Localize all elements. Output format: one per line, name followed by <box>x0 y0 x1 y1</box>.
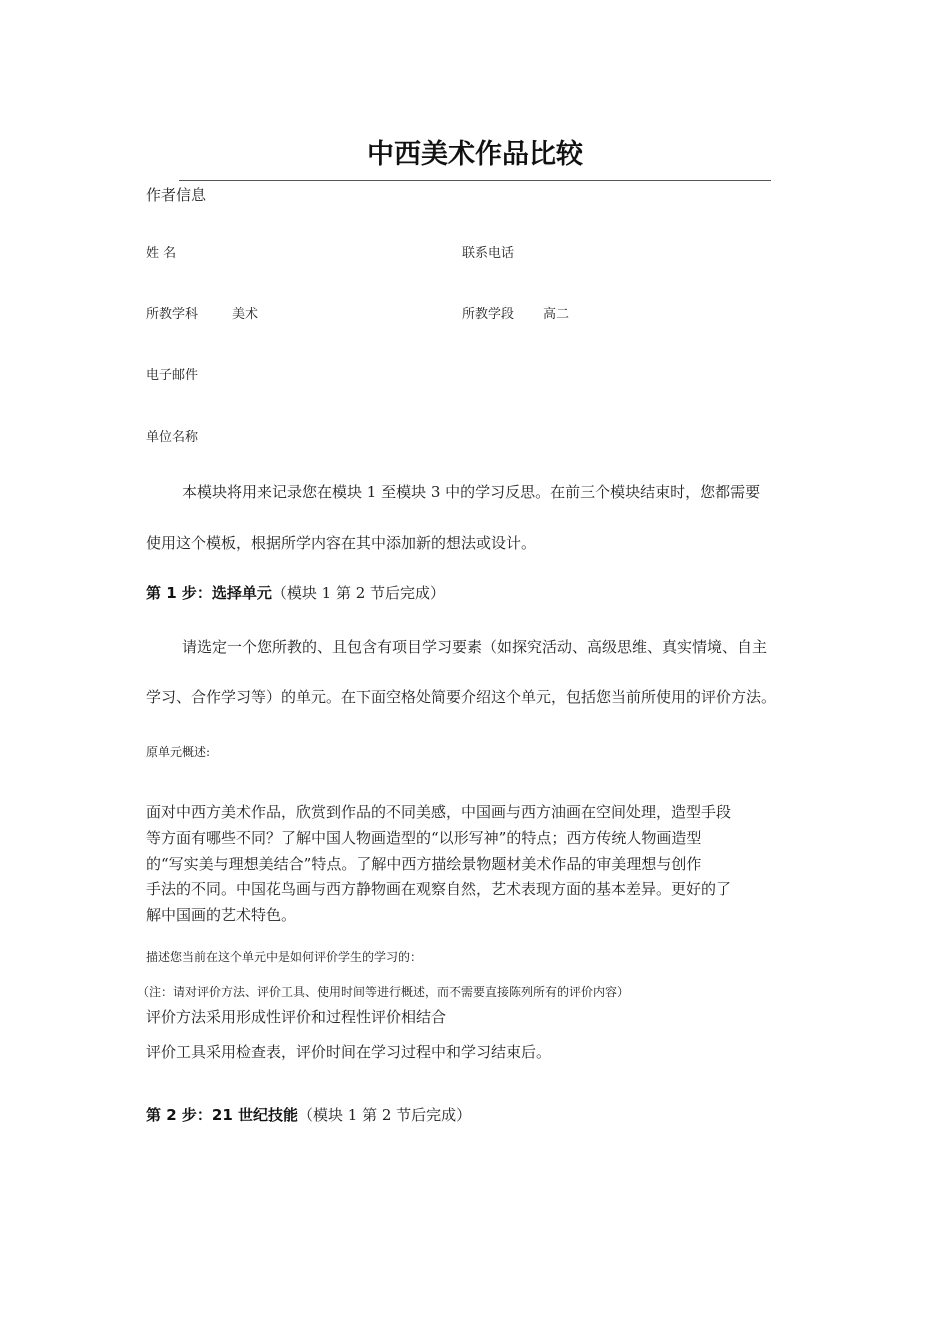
org-label: 单位名称 <box>146 430 199 445</box>
step2-heading <box>146 1104 471 1125</box>
subject-label: 所教学科 <box>146 307 199 322</box>
overview-line: 的“写实美与理想美结合”特点。了解中西方描绘景物题材美术作品的审美理想与创作 <box>146 854 702 873</box>
assessment-line-1: 评价方法采用形成性评价和过程性评价相结合 <box>146 1008 447 1026</box>
step2-title: 第 2 步：21 世纪技能 <box>146 1106 298 1124</box>
email-label: 电子邮件 <box>146 368 199 383</box>
assessment-label: 描述您当前在这个单元中是如何评价学生的学习的： <box>146 950 423 964</box>
intro-line-1: 本模块将用来记录您在模块 1 至模块 3 中的学习反思。在前三个模块结束时，您都需要 <box>182 483 761 501</box>
step1-note: （模块 1 第 2 节后完成） <box>271 584 446 602</box>
author-info-header: 作者信息 <box>146 186 207 204</box>
overview-line: 面对中西方美术作品，欣赏到作品的不同美感，中国画与西方油画在空间处理，造型手段 <box>146 803 732 821</box>
title-divider <box>179 180 771 181</box>
step1-desc-line-2: 学习、合作学习等）的单元。在下面空格处简要介绍这个单元，包括您当前所使用的评价方法。 <box>146 688 777 706</box>
step1-desc-line-1: 请选定一个您所教的、且包含有项目学习要素（如探究活动、高级思维、真实情境、自主 <box>182 638 768 656</box>
overview-line: 等方面有哪些不同？了解中国人物画造型的“以形写神”的特点；西方传统人物画造型 <box>146 828 702 847</box>
page-title: 中西美术作品比较 <box>367 139 583 170</box>
overview-line: 解中国画的艺术特色。 <box>146 906 297 925</box>
step1-heading <box>146 582 445 603</box>
grade-value: 高二 <box>543 307 570 322</box>
grade-label: 所教学段 <box>462 307 515 322</box>
step1-title: 第 1 步：选择单元 <box>146 584 272 602</box>
overview-label: 原单元概述: <box>146 745 211 759</box>
intro-line-2: 使用这个模板，根据所学内容在其中添加新的想法或设计。 <box>146 534 537 552</box>
subject-value: 美术 <box>232 307 259 322</box>
step2-note: （模块 1 第 2 节后完成） <box>297 1106 472 1124</box>
assessment-line-2: 评价工具采用检查表，评价时间在学习过程中和学习结束后。 <box>146 1043 552 1061</box>
overview-text <box>146 800 806 929</box>
assessment-note: （注：请对评价方法、评价工具、使用时间等进行概述，而不需要直接陈列所有的评价内容） <box>137 985 630 999</box>
phone-label: 联系电话 <box>462 246 515 261</box>
name-label: 姓 名 <box>146 246 177 261</box>
overview-line: 手法的不同。中国花鸟画与西方静物画在观察自然，艺术表现方面的基本差异。更好的了 <box>146 880 732 899</box>
